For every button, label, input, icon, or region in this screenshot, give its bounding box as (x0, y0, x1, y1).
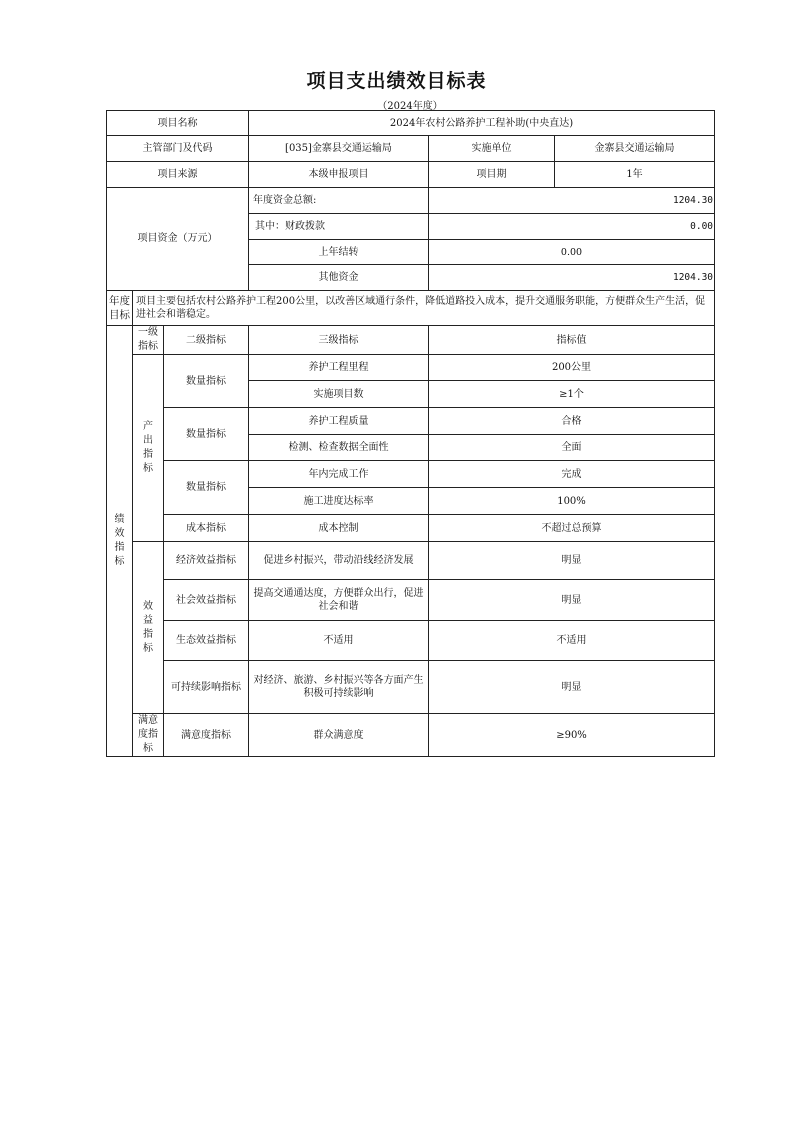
fund-fiscal-value: 0.00 (429, 214, 715, 240)
benefit-level2: 社会效益指标 (164, 580, 249, 621)
fund-total-value: 1204.30 (429, 188, 715, 214)
benefit-level2: 可持续影响指标 (164, 661, 249, 714)
fund-other-value: 1204.30 (429, 265, 715, 291)
cost-level3: 成本控制 (249, 515, 429, 542)
benefit-value: 明显 (429, 661, 715, 714)
fund-fiscal-label: 其中：财政拨款 (249, 214, 429, 240)
benefit-level3: 对经济、旅游、乡村振兴等各方面产生积极可持续影响 (249, 661, 429, 714)
project-name-value: 2024年农村公路养护工程补助(中央直达) (249, 111, 715, 136)
impl-unit-label: 实施单位 (429, 136, 555, 162)
level3-header: 三级指标 (249, 326, 429, 355)
dept-value: [035]金寨县交通运输局 (249, 136, 429, 162)
output-level3: 养护工程里程 (249, 355, 429, 381)
benefit-value: 明显 (429, 542, 715, 580)
source-value: 本级申报项目 (249, 162, 429, 188)
output-level3: 实施项目数 (249, 381, 429, 408)
impl-unit-value: 金寨县交通运输局 (555, 136, 715, 162)
table-row (107, 408, 715, 435)
benefit-level1: 效益指标 (133, 542, 164, 714)
satisfaction-level3: 群众满意度 (249, 714, 429, 757)
source-label: 项目来源 (107, 162, 249, 188)
indicator-value-header: 指标值 (429, 326, 715, 355)
funds-label: 项目资金（万元） (107, 188, 249, 291)
dept-label: 主管部门及代码 (107, 136, 249, 162)
satisfaction-level2: 满意度指标 (164, 714, 249, 757)
row-indicator-header (107, 326, 715, 355)
benefit-value: 不适用 (429, 621, 715, 661)
cost-level2: 成本指标 (164, 515, 249, 542)
table-row (107, 355, 715, 381)
annual-goal-label: 年度目标 (107, 291, 133, 326)
row-dept (107, 136, 715, 162)
table-row (107, 580, 715, 621)
performance-label: 绩效指标 (107, 326, 133, 757)
output-level3: 年内完成工作 (249, 461, 429, 488)
performance-goal-table (106, 110, 715, 757)
fund-carryover-value: 0.00 (429, 240, 715, 265)
output-level2: 数量指标 (164, 461, 249, 515)
output-level3: 检测、检查数据全面性 (249, 435, 429, 461)
project-name-label: 项目名称 (107, 111, 249, 136)
output-value: 合格 (429, 408, 715, 435)
table-row (107, 621, 715, 661)
output-level3: 养护工程质量 (249, 408, 429, 435)
page-title: 项目支出绩效目标表 (306, 70, 487, 92)
period-label: 项目期 (429, 162, 555, 188)
output-level2: 数量指标 (164, 355, 249, 408)
satisfaction-value: ≥90% (429, 714, 715, 757)
table-row (107, 714, 715, 757)
row-fund-total (107, 188, 715, 214)
level2-header: 二级指标 (164, 326, 249, 355)
output-value: ≥1个 (429, 381, 715, 408)
output-value: 100% (429, 488, 715, 515)
output-value: 完成 (429, 461, 715, 488)
row-project-name (107, 111, 715, 136)
output-value: 200公里 (429, 355, 715, 381)
cost-value: 不超过总预算 (429, 515, 715, 542)
row-annual-goal (107, 291, 715, 326)
table-row (107, 515, 715, 542)
year-label: （2024年度） (377, 101, 443, 112)
level1-header: 一级指标 (133, 326, 164, 355)
benefit-level2: 生态效益指标 (164, 621, 249, 661)
benefit-level3: 提高交通通达度，方便群众出行，促进社会和谐 (249, 580, 429, 621)
table-row (107, 661, 715, 714)
benefit-level2: 经济效益指标 (164, 542, 249, 580)
fund-total-label: 年度资金总额: (249, 188, 429, 214)
output-level3: 施工进度达标率 (249, 488, 429, 515)
output-level2: 数量指标 (164, 408, 249, 461)
output-level1: 产出指标 (133, 355, 164, 542)
table-row (107, 542, 715, 580)
period-value: 1年 (555, 162, 715, 188)
benefit-level3: 不适用 (249, 621, 429, 661)
table-row (107, 461, 715, 488)
fund-other-label: 其他资金 (249, 265, 429, 291)
annual-goal-text: 项目主要包括农村公路养护工程200公里，以改善区域通行条件，降低道路投入成本，提升交通服务职能，方便群众生产生活，促进社会和谐稳定。 (133, 291, 715, 326)
row-source (107, 162, 715, 188)
fund-carryover-label: 上年结转 (249, 240, 429, 265)
benefit-value: 明显 (429, 580, 715, 621)
satisfaction-level1: 满意度指标 (133, 714, 164, 757)
benefit-level3: 促进乡村振兴，带动沿线经济发展 (249, 542, 429, 580)
output-value: 全面 (429, 435, 715, 461)
